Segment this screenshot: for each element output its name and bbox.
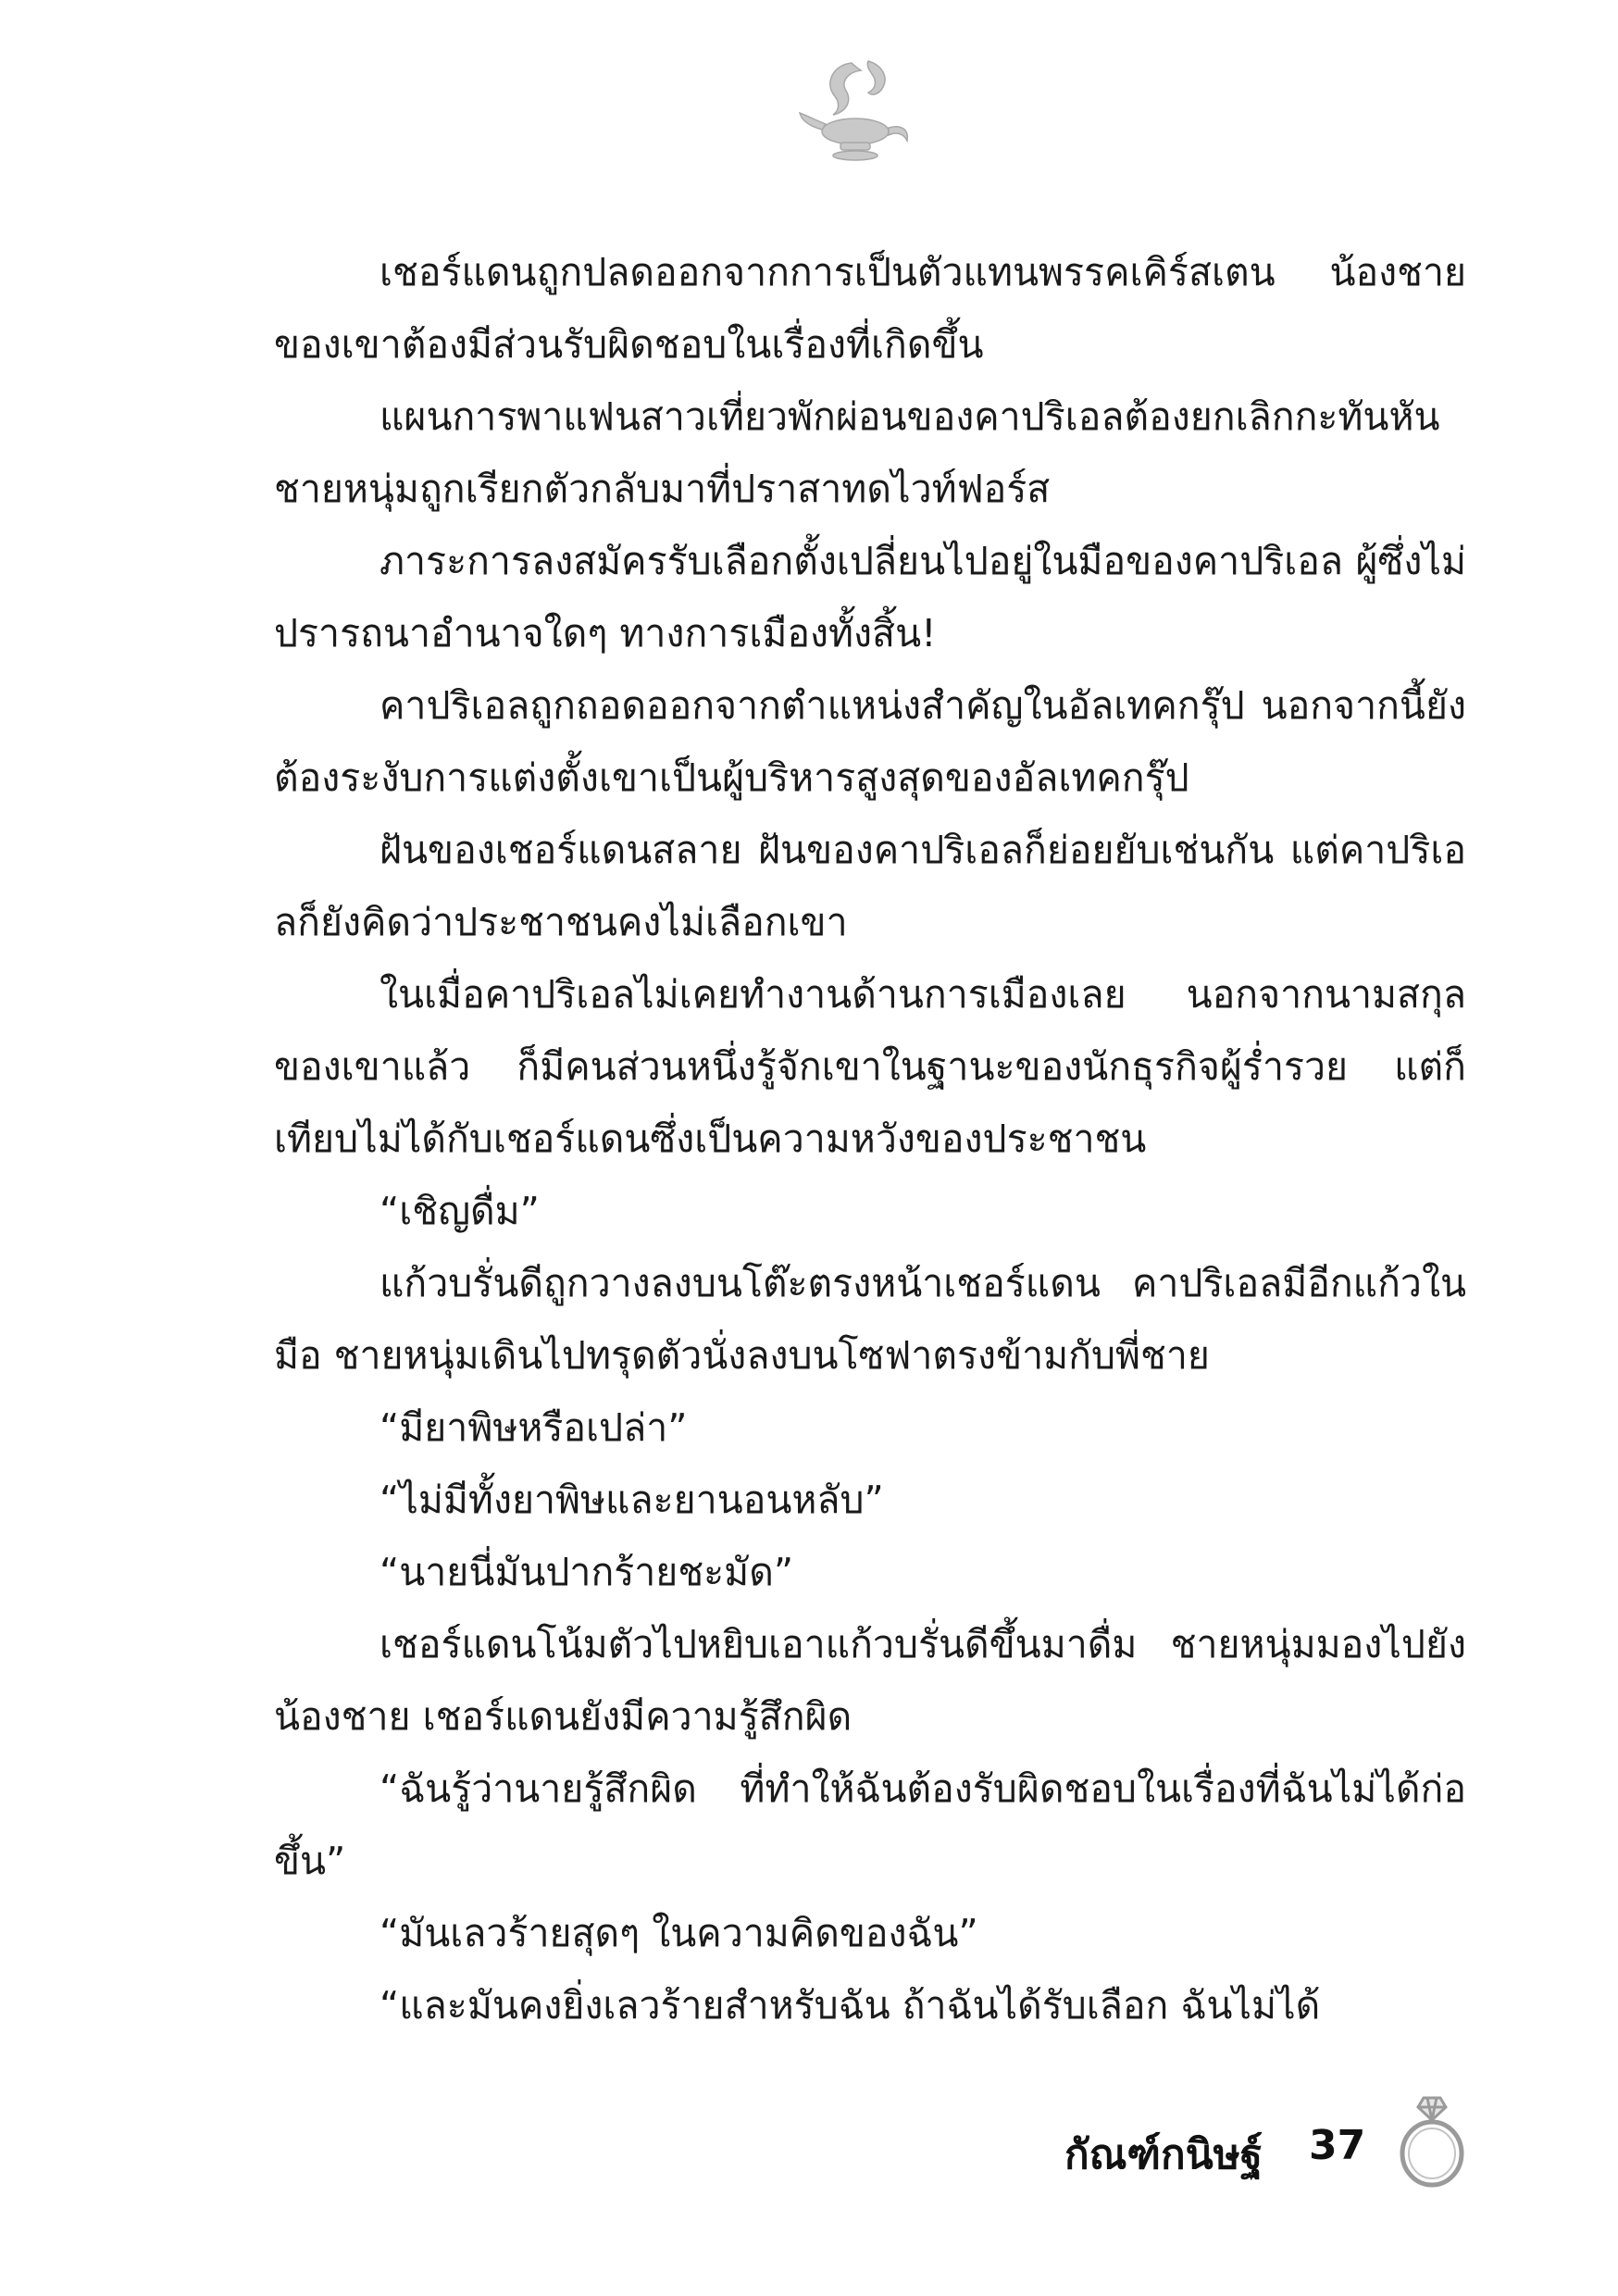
paragraph: ฝันของเชอร์แดนสลาย ฝันของคาปริเอลก็ย่อยยับเช่นกัน แต่คาปริเอลก็ยังคิดว่าประชาชนคงไม่เลือกเขา: [274, 828, 1466, 944]
dialogue-line: “มียาพิษหรือเปล่า”: [380, 1405, 688, 1450]
paragraph: เชอร์แดนถูกปลดออกจากการเป็นตัวแทนพรรคเคิร์สเตน น้องชายของเขาต้องมีส่วนรับผิดชอบในเรื่องที่เกิดขึ้น: [274, 250, 1466, 367]
paragraph: ภาระการลงสมัครรับเลือกตั้งเปลี่ยนไปอยู่ในมือของคาปริเอล ผู้ซึ่งไม่ปรารถนาอำนาจใดๆ ทางการเมืองทั้งสิ้น!: [274, 539, 1466, 655]
paragraph: แก้วบรั่นดีถูกวางลงบนโต๊ะตรงหน้าเชอร์แดน คาปริเอลมีอีกแก้วในมือ ชายหนุ่มเดินไปทรุดตัวนั่งลงบนโซฟาตรงข้ามกับพี่ชาย: [274, 1261, 1466, 1378]
diamond-ring-icon: [1390, 2092, 1474, 2194]
page-footer: [1064, 2092, 1490, 2194]
dialogue-line: “มันเลวร้ายสุดๆ ในความคิดของฉัน”: [380, 1911, 978, 1955]
dialogue-line: “ฉันรู้ว่านายรู้สึกผิด ที่ทำให้ฉันต้องรับผิดชอบในเรื่องที่ฉันไม่ได้ก่อขึ้น”: [274, 1766, 1466, 1883]
paragraph: ในเมื่อคาปริเอลไม่เคยทำงานด้านการเมืองเลย นอกจากนามสกุลของเขาแล้ว ก็มีคนส่วนหนึ่งรู้จักเขาในฐานะของนักธุรกิจผู้ร่ำรวย แต่ก็เทียบไม่ได้กับเชอร์แดนซึ่งเป็นความหวังของประชาชน: [274, 972, 1466, 1161]
paragraph: เชอร์แดนโน้มตัวไปหยิบเอาแก้วบรั่นดีขึ้นมาดื่ม ชายหนุ่มมองไปยังน้องชาย เชอร์แดนยังมีความรู้สึกผิด: [274, 1622, 1466, 1739]
dialogue-line: “นายนี่มันปากร้ายชะมัด”: [380, 1550, 794, 1594]
body-text: [274, 236, 1466, 2041]
dialogue-line: “เชิญดื่ม”: [380, 1189, 540, 1233]
paragraph: แผนการพาแฟนสาวเที่ยวพักผ่อนของคาปริเอลต้องยกเลิกกะทันหัน ชายหนุ่มถูกเรียกตัวกลับมาที่ปราสาทดไวท์ฟอร์ส: [274, 394, 1440, 511]
dialogue-line: “และมันคงยิ่งเลวร้ายสำหรับฉัน ถ้าฉันได้รับเลือก ฉันไม่ได้: [380, 1983, 1321, 2028]
dialogue-line: “ไม่มีทั้งยาพิษและยานอนหลับ”: [380, 1478, 884, 1522]
paragraph: คาปริเอลถูกถอดออกจากตำแหน่งสำคัญในอัลเทคกรุ๊ป นอกจากนี้ยังต้องระงับการแต่งตั้งเขาเป็นผู้บริหารสูงสุดของอัลเทคกรุ๊ป: [274, 683, 1466, 800]
page-number: 37: [1309, 2122, 1366, 2169]
genie-lamp-icon: [796, 56, 916, 167]
book-title: กัณฑ์กนิษฐ์: [1064, 2131, 1263, 2178]
